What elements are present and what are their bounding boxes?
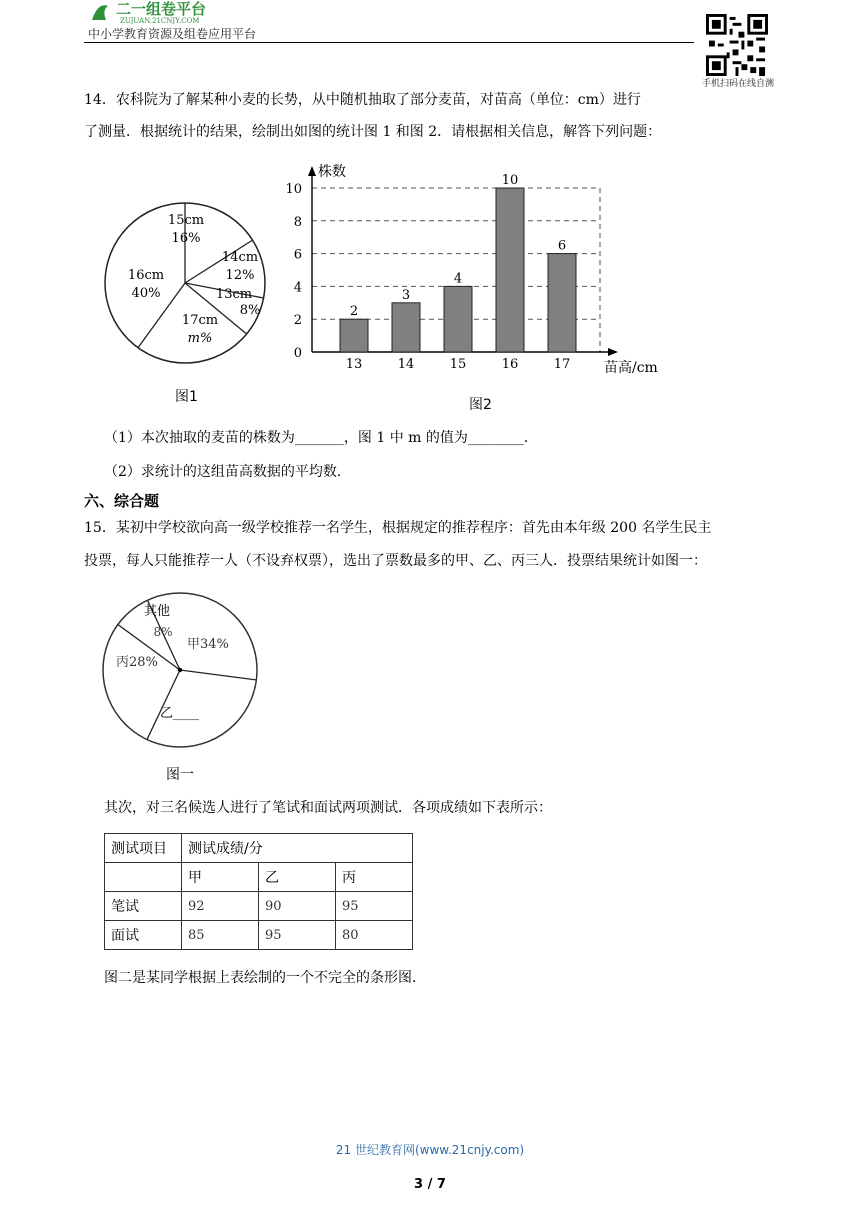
y-tick-label: 10 <box>285 182 302 197</box>
x-tick-label-15: 15 <box>449 357 467 372</box>
y-tick-label: 8 <box>293 214 302 230</box>
x-axis-title: 苗高/cm <box>604 360 658 376</box>
figure-yi-caption: 图一 <box>166 767 194 783</box>
x-tick-label-16: 16 <box>501 357 519 372</box>
x-axis-arrow <box>608 348 618 356</box>
q14-stem-line2: 了测量．根据统计的结果，绘制出如图的统计图 1 和图 2．请根据相关信息，解答下列问题： <box>84 124 662 140</box>
header-divider <box>84 42 694 43</box>
pie1-pct-16cm: 40% <box>131 286 161 301</box>
q15-line2: 投票，每人只能推荐一人（不设弃权票），选出了票数最多的甲、乙、丙三人．投票结果统计如图一： <box>84 553 707 569</box>
bar-17 <box>548 254 576 352</box>
site-logo <box>84 0 274 24</box>
pie1-pct-13cm: 8% <box>239 303 261 318</box>
q15-outro: 图二是某同学根据上表绘制的一个不完全的条形图． <box>104 970 426 986</box>
figure1-pie-chart <box>100 196 275 376</box>
table-cell: 95 <box>259 921 336 950</box>
table-cell: 80 <box>336 921 413 950</box>
table-row <box>105 863 413 892</box>
table-header-row <box>105 834 413 863</box>
bar-value-label-14: 3 <box>401 287 411 303</box>
table-col-yi: 乙 <box>259 863 336 892</box>
table-cell: 85 <box>182 921 259 950</box>
header-subtitle: 中小学教育资源及组卷应用平台 <box>88 27 257 41</box>
figure1-caption: 图1 <box>175 389 198 405</box>
table-cell: 90 <box>259 892 336 921</box>
bar-value-label-16: 10 <box>501 173 519 188</box>
footer-site-link[interactable]: 21 世纪教育网(www.21cnjy.com) <box>335 1143 525 1157</box>
bar-13 <box>340 319 368 352</box>
y-tick-label: 0 <box>293 346 302 361</box>
pie3-label-jia: 甲34% <box>187 637 229 652</box>
table-col-bing: 丙 <box>336 863 413 892</box>
table-row-label: 笔试 <box>105 892 182 921</box>
q14-sub1: （1）本次抽取的麦苗的株数为_______，图 1 中 m 的值为________． <box>104 430 538 446</box>
figure-yi-pie-chart <box>100 590 262 750</box>
y-axis-arrow <box>308 166 316 176</box>
bar-value-label-17: 6 <box>557 238 567 254</box>
x-tick-label-13: 13 <box>345 357 363 372</box>
bar-value-label-15: 4 <box>453 271 463 287</box>
q15-table-intro: 其次，对三名候选人进行了笔试和面试两项测试．各项成绩如下表所示： <box>104 800 552 816</box>
table-row <box>105 892 413 921</box>
bar-14 <box>392 303 420 352</box>
table-header-score: 测试成绩/分 <box>182 834 413 863</box>
bar-value-label-13: 2 <box>349 304 359 320</box>
y-axis-title: 株数 <box>318 164 346 180</box>
figure2-caption: 图2 <box>469 397 492 413</box>
qr-caption: 手机扫码在线自测 <box>701 79 774 89</box>
y-tick-label: 4 <box>293 280 302 296</box>
table-cell <box>105 863 182 892</box>
table-cell: 95 <box>336 892 413 921</box>
q15-line1: 15．某初中学校欲向高一级学校推荐一名学生，根据规定的推荐程序：首先由本年级 200 名学生民主 <box>84 520 712 536</box>
pie3-label-yi: 乙____ <box>160 706 200 721</box>
pie1-pct-17cm: m% <box>187 331 213 346</box>
logo-url: ZUJUAN.21CNJY.COM <box>120 17 200 24</box>
page-number: 3 / 7 <box>414 1177 446 1192</box>
q14-sub2: （2）求统计的这组苗高数据的平均数． <box>104 464 351 480</box>
figure2-bar-chart <box>282 156 678 382</box>
table-cell: 92 <box>182 892 259 921</box>
q14-stem-line1: 14．农科院为了解某种小麦的长势，从中随机抽取了部分麦苗，对苗高（单位：cm）进行 <box>84 92 641 108</box>
pie3-center-dot <box>178 668 182 672</box>
pie1-pct-15cm: 16% <box>171 231 201 246</box>
pie1-label-13cm: 13cm <box>215 287 253 302</box>
pie1-label-17cm: 17cm <box>181 313 219 328</box>
pie3-label-other: 其他 <box>143 604 171 619</box>
table-row <box>105 921 413 950</box>
x-tick-label-14: 14 <box>397 357 415 372</box>
logo-text: 二一组卷平台 <box>116 0 207 18</box>
y-tick-label: 2 <box>293 313 302 329</box>
pie1-pct-14cm: 12% <box>225 268 255 283</box>
pie1-label-15cm: 15cm <box>167 213 205 228</box>
pie1-label-14cm: 14cm <box>221 250 259 265</box>
section6-title: 六、综合题 <box>84 492 160 510</box>
x-tick-label-17: 17 <box>553 357 571 372</box>
y-tick-label: 6 <box>293 247 302 263</box>
bar-15 <box>444 286 472 352</box>
pie3-pct-other: 8% <box>153 625 173 639</box>
pie3-label-bing: 丙28% <box>116 655 158 670</box>
pie1-label-16cm: 16cm <box>127 268 165 283</box>
table-header-item: 测试项目 <box>105 834 182 863</box>
qr-code-icon <box>706 14 768 76</box>
table-row-label: 面试 <box>105 921 182 950</box>
table-col-jia: 甲 <box>182 863 259 892</box>
bar-16 <box>496 188 524 352</box>
score-table <box>104 833 413 950</box>
